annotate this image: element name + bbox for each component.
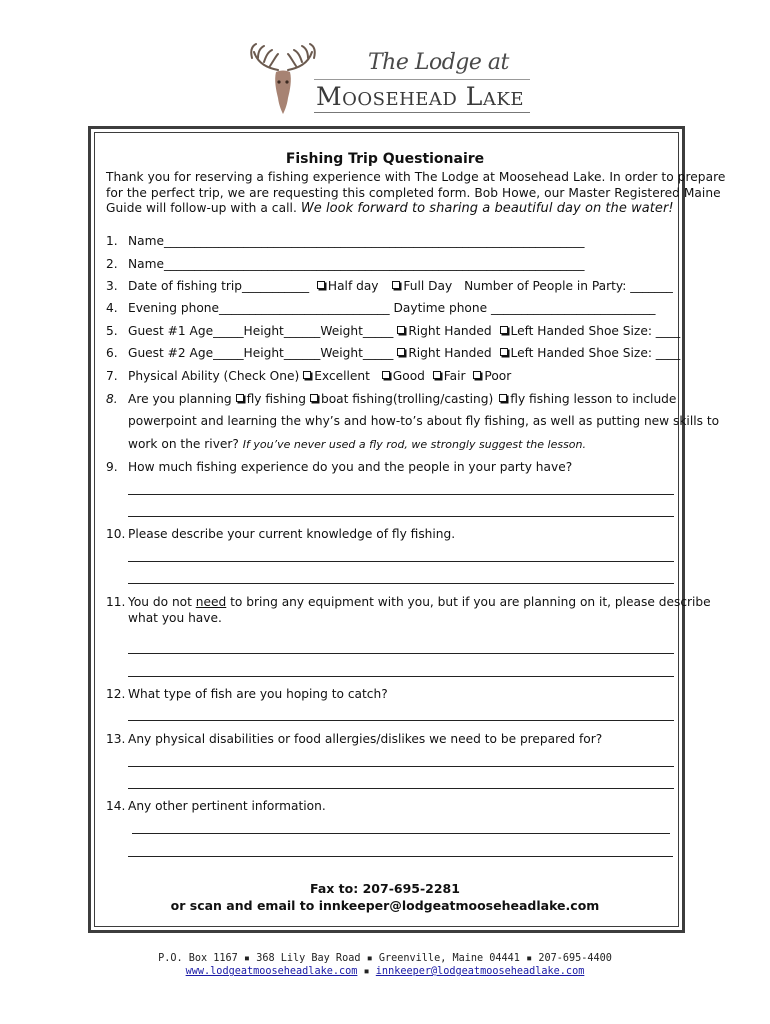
q11-emphasis: need — [195, 595, 227, 609]
question-8 — [106, 391, 676, 407]
question-number: 14. — [106, 799, 126, 813]
form-title: Fishing Trip Questionaire — [285, 151, 485, 167]
question-number: 13. — [106, 732, 126, 746]
q11-answer-line-2[interactable] — [128, 676, 674, 677]
name-field-1[interactable]: Name_____________________________________________________________________ — [128, 234, 585, 248]
q11-text-rest: to bring any equipment with you, but if you are planning on it, please describe — [226, 595, 711, 609]
q8-line-3-text: work on the river? — [128, 437, 243, 451]
q8-line-2: powerpoint and learning the why’s and how-to’s about fly fishing, as well as putting new skills to — [128, 414, 720, 428]
question-9 — [106, 459, 572, 475]
guest-1-details-field[interactable]: Guest #1 Age_____Height______Weight_____ — [128, 324, 394, 338]
right-handed-label: Right Handed — [408, 324, 492, 338]
question-number: 1. — [106, 234, 118, 248]
poor-checkbox[interactable] — [473, 371, 481, 379]
intro-line-3 — [106, 200, 674, 217]
trip-date-field[interactable]: Date of fishing trip___________ — [128, 279, 310, 293]
excellent-checkbox[interactable] — [303, 371, 311, 379]
guest-1-right-handed-checkbox[interactable] — [397, 326, 405, 334]
question-6 — [106, 345, 680, 361]
logo-tagline: The Lodge at — [368, 50, 509, 75]
logo-wordmark: Moosehead Lake — [316, 82, 524, 111]
full-day-checkbox[interactable] — [392, 281, 400, 289]
guest-1-shoe-size-field[interactable]: Shoe Size: ____ — [588, 324, 681, 338]
q14-answer-line-1[interactable] — [132, 833, 670, 834]
guest-2-left-handed-checkbox[interactable] — [500, 348, 508, 356]
party-size-field[interactable]: Number of People in Party: _______ — [464, 279, 673, 293]
question-5 — [106, 323, 680, 339]
q11-text-start: You do not — [128, 595, 196, 609]
physical-ability-label: Physical Ability (Check One) — [128, 369, 300, 383]
question-13 — [106, 731, 602, 747]
fair-checkbox[interactable] — [433, 371, 441, 379]
poor-label: Poor — [484, 369, 512, 383]
logo-underline — [314, 112, 530, 113]
half-day-checkbox[interactable] — [317, 281, 325, 289]
half-day-label: Half day — [327, 279, 379, 293]
question-number: 8. — [106, 392, 118, 406]
q10-answer-line-2[interactable] — [128, 583, 674, 584]
guest-1-left-handed-checkbox[interactable] — [500, 326, 508, 334]
good-label: Good — [392, 369, 425, 383]
intro-line-3-text: Guide will follow-up with a call. — [106, 201, 301, 215]
fax-number: Fax to: 207-695-2281 — [310, 881, 460, 896]
fly-lesson-checkbox[interactable] — [499, 394, 507, 402]
question-number: 3. — [106, 279, 118, 293]
guest-2-details-field[interactable]: Guest #2 Age_____Height______Weight_____ — [128, 346, 394, 360]
full-day-label: Full Day — [403, 279, 453, 293]
evening-phone-field[interactable]: Evening phone____________________________ — [128, 301, 390, 315]
intro-line-2: for the perfect trip, we are requesting this completed form. Bob Howe, our Master Registered Maine — [106, 186, 721, 200]
q12-answer-line[interactable] — [128, 720, 674, 721]
q10-text: Please describe your current knowledge of fly fishing. — [128, 527, 456, 541]
intro-emphasis: We look forward to sharing a beautiful day on the water! — [300, 201, 674, 216]
question-10 — [106, 526, 455, 542]
q10-answer-line-1[interactable] — [128, 561, 674, 562]
q13-answer-line-2[interactable] — [128, 788, 674, 789]
guest-2-right-handed-checkbox[interactable] — [397, 348, 405, 356]
fly-lesson-label: fly fishing lesson to include — [510, 392, 677, 406]
excellent-label: Excellent — [314, 369, 370, 383]
intro-line-1: Thank you for reserving a fishing experience with The Lodge at Moosehead Lake. In order to prepare — [106, 170, 726, 184]
email-instructions: or scan and email to innkeeper@lodgeatmooseheadlake.com — [170, 898, 600, 913]
question-number: 9. — [106, 460, 118, 474]
question-12 — [106, 686, 388, 702]
footer-address: P.O. Box 1167 ▪ 368 Lily Bay Road ▪ Greenville, Maine 04441 ▪ 207-695-4400 — [158, 953, 612, 964]
q9-answer-line-1[interactable] — [128, 494, 674, 495]
q9-text: How much fishing experience do you and the people in your party have? — [128, 460, 573, 474]
fly-fishing-label: fly fishing — [246, 392, 306, 406]
q8-line-3 — [128, 436, 586, 453]
q14-text: Any other pertinent information. — [128, 799, 326, 813]
question-4 — [106, 300, 656, 316]
question-number: 12. — [106, 687, 126, 701]
name-field-2[interactable]: Name_____________________________________________________________________ — [128, 257, 585, 271]
logo-divider — [314, 79, 530, 80]
guest-2-shoe-size-field[interactable]: Shoe Size: ____ — [588, 346, 681, 360]
question-7 — [106, 368, 511, 384]
question-number: 10. — [106, 527, 126, 541]
boat-fishing-checkbox[interactable] — [310, 394, 318, 402]
fly-fishing-checkbox[interactable] — [236, 394, 244, 402]
question-number: 6. — [106, 346, 118, 360]
q11-answer-line-1[interactable] — [128, 653, 674, 654]
question-number: 5. — [106, 324, 118, 338]
footer-separator: ▪ — [357, 966, 376, 977]
q9-answer-line-2[interactable] — [128, 516, 674, 517]
website-link[interactable]: www.lodgeatmooseheadlake.com — [185, 966, 358, 977]
question-1 — [106, 233, 584, 249]
moose-icon — [248, 42, 318, 118]
q12-text: What type of fish are you hoping to catch? — [128, 687, 388, 701]
question-14 — [106, 798, 326, 814]
q14-answer-line-2[interactable] — [128, 856, 673, 857]
email-link[interactable]: innkeeper@lodgeatmooseheadlake.com — [375, 966, 585, 977]
fair-label: Fair — [443, 369, 466, 383]
question-3 — [106, 278, 673, 294]
question-number: 7. — [106, 369, 118, 383]
q11-line-2: what you have. — [128, 611, 222, 625]
question-2 — [106, 256, 584, 272]
question-number: 11. — [106, 595, 126, 609]
left-handed-label: Left Handed — [510, 324, 585, 338]
daytime-phone-field[interactable]: Daytime phone ___________________________ — [393, 301, 656, 315]
lodge-logo — [248, 42, 538, 118]
q13-answer-line-1[interactable] — [128, 766, 674, 767]
q8-lesson-note: If you’ve never used a fly rod, we strongly suggest the lesson. — [242, 438, 587, 451]
q8-text: Are you planning — [128, 392, 232, 406]
boat-fishing-label: boat fishing(trolling/casting) — [320, 392, 494, 406]
good-checkbox[interactable] — [382, 371, 390, 379]
question-11 — [106, 594, 711, 610]
question-number: 4. — [106, 301, 118, 315]
right-handed-label: Right Handed — [408, 346, 492, 360]
question-number: 2. — [106, 257, 118, 271]
footer-links — [0, 966, 770, 977]
q13-text: Any physical disabilities or food allergies/dislikes we need to be prepared for? — [128, 732, 603, 746]
left-handed-label: Left Handed — [510, 346, 585, 360]
